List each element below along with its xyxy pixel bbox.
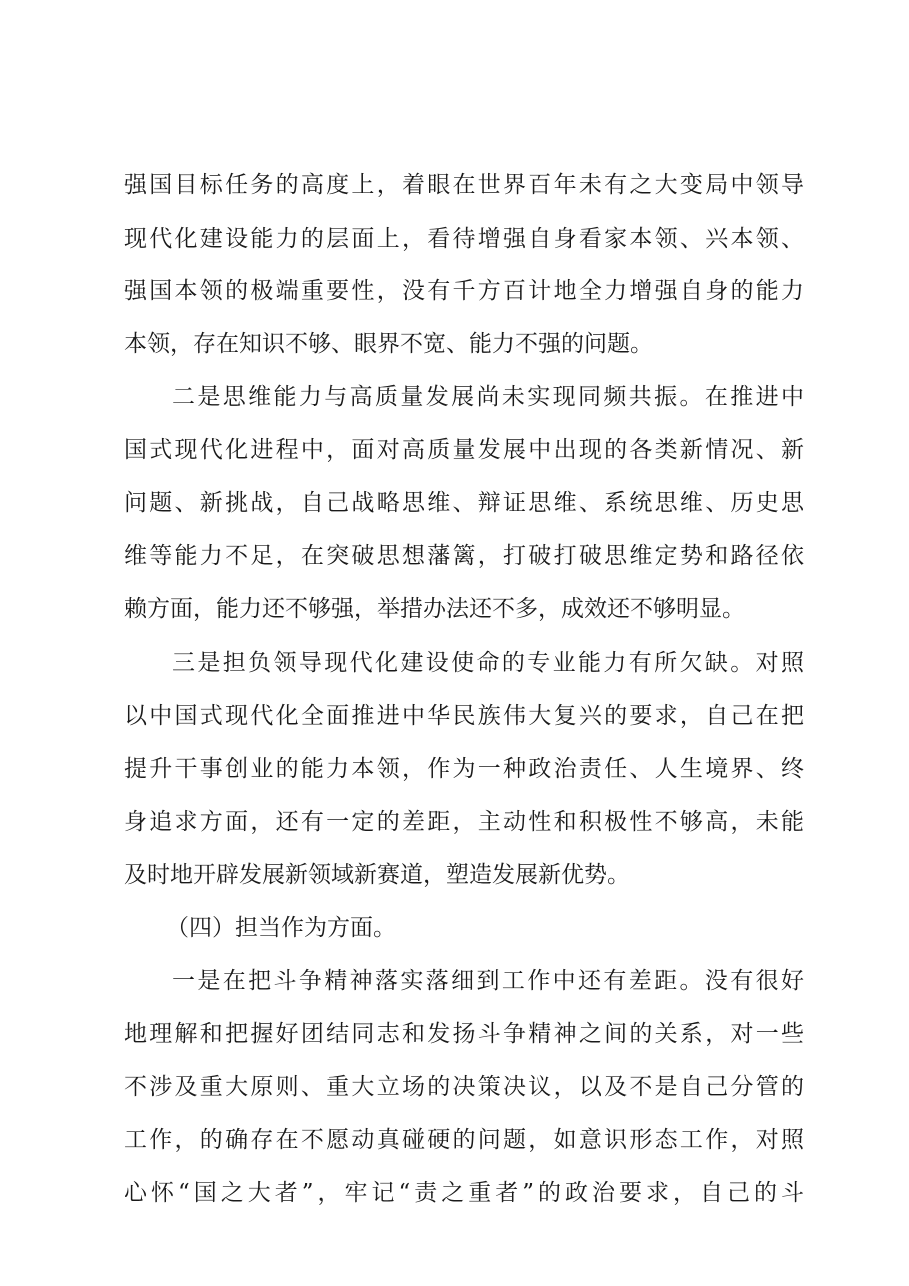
text-line: 身追求方面，还有一定的差距，主动性和积极性不够高，未能 — [124, 809, 804, 835]
text-line: 赖方面，能力还不够强，举措办法还不多，成效还不够明显。 — [124, 596, 745, 622]
text-line: 工作，的确存在不愿动真碰硬的问题，如意识形态工作，对照 — [124, 1127, 804, 1153]
text-line: 强国目标任务的高度上，着眼在世界百年未有之大变局中领导 — [124, 172, 804, 198]
paragraph-first-line: 三是担负领导现代化建设使命的专业能力有所欠缺。对照 — [172, 650, 804, 676]
text-line: 国式现代化进程中，面对高质量发展中出现的各类新情况、新 — [124, 437, 804, 463]
section-heading: （四）担当作为方面。 — [166, 915, 396, 941]
paragraph-first-line: 一是在把斗争精神落实落细到工作中还有差距。没有很好 — [172, 968, 804, 994]
text-line: 不涉及重大原则、重大立场的决策决议，以及不是自己分管的 — [124, 1074, 804, 1100]
text-line: 强国本领的极端重要性，没有千方百计地全力增强自身的能力 — [124, 278, 804, 304]
text-line: 提升干事创业的能力本领，作为一种政治责任、人生境界、终 — [124, 756, 804, 782]
text-line: 以中国式现代化全面推进中华民族伟大复兴的要求，自己在把 — [124, 703, 804, 729]
text-line: 问题、新挑战，自己战略思维、辩证思维、系统思维、历史思 — [124, 490, 804, 516]
text-line: 及时地开辟发展新领域新赛道，塑造发展新优势。 — [124, 862, 630, 888]
text-line: 现代化建设能力的层面上，看待增强自身看家本领、兴本领、 — [124, 226, 804, 252]
paragraph-first-line: 二是思维能力与高质量发展尚未实现同频共振。在推进中 — [172, 384, 804, 410]
text-line: 心怀“国之大者”，牢记“责之重者”的政治要求，自己的斗 — [124, 1180, 804, 1206]
text-line: 维等能力不足，在突破思想藩篱，打破打破思维定势和路径依 — [124, 543, 804, 569]
text-line: 本领，存在知识不够、眼界不宽、能力不强的问题。 — [124, 331, 653, 357]
text-line: 地理解和把握好团结同志和发扬斗争精神之间的关系，对一些 — [124, 1021, 804, 1047]
